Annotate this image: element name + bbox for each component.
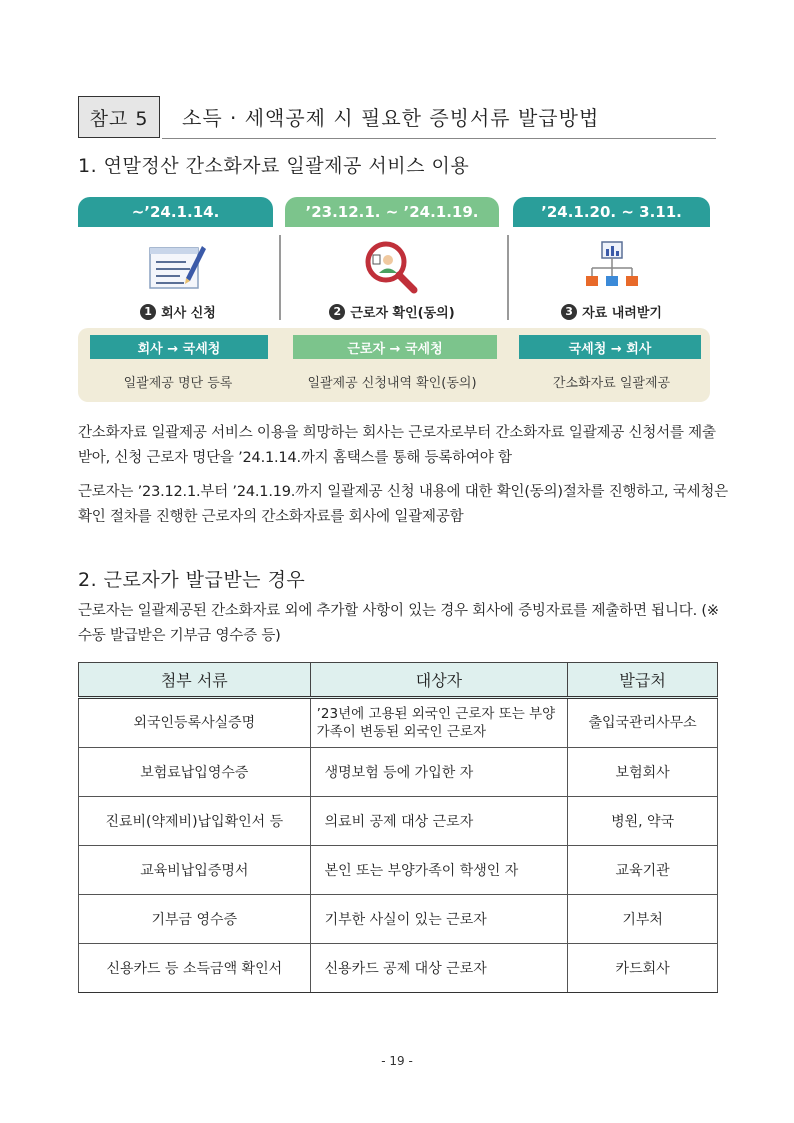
phase-1-period: ~’24.1.14.: [78, 197, 273, 227]
magnifier-person-icon: [362, 240, 422, 296]
cell-document: 신용카드 등 소득금액 확인서: [79, 944, 311, 993]
reference-label: 참고 5: [78, 96, 160, 138]
header-divider: [162, 138, 716, 139]
cell-document: 진료비(약제비)납입확인서 등: [79, 797, 311, 846]
section2-title: 2. 근로자가 발급받는 경우: [78, 569, 306, 591]
page-title: 소득 · 세액공제 시 필요한 증빙서류 발급방법: [182, 106, 600, 130]
flow-2: 근로자 → 국세청: [293, 335, 497, 359]
cell-target: 본인 또는 부양가족이 학생인 자: [310, 846, 568, 895]
document-pen-icon: [146, 240, 206, 296]
cell-target: 생명보험 등에 가입한 자: [310, 748, 568, 797]
flow-1-desc: 일괄제공 명단 등록: [123, 376, 233, 391]
cell-issuer: 교육기관: [568, 846, 718, 895]
table-row: [79, 944, 718, 993]
section2-paragraph: 근로자는 일괄제공된 간소화자료 외에 추가할 사항이 있는 경우 회사에 증빙자료를 제출하면 됩니다. (※수동 발급받은 기부금 영수증 등): [78, 603, 719, 644]
header-issuer: 발급처: [568, 663, 718, 698]
step-3-number: 3: [561, 304, 577, 320]
flow-3-desc: 간소화자료 일괄제공: [552, 376, 671, 391]
cell-document: 보험료납입영수증: [79, 748, 311, 797]
table-row: [79, 846, 718, 895]
table-row: [79, 797, 718, 846]
flow-2-desc: 일괄제공 신청내역 확인(동의): [307, 376, 477, 391]
flow-3: 국세청 → 회사: [519, 335, 701, 359]
section1-paragraph-1: 간소화자료 일괄제공 서비스 이용을 희망하는 회사는 근로자로부터 간소화자료 일괄제공 신청서를 제출받아, 신청 근로자 명단을 ’24.1.14.까지 홈택스를 통해 등록하여야 함: [78, 425, 716, 466]
phase-2-period: ’23.12.1. ~ ’24.1.19.: [285, 197, 499, 227]
cell-target: 신용카드 공제 대상 근로자: [310, 944, 568, 993]
download-tree-icon: [582, 240, 642, 296]
step-2-label: [285, 302, 499, 321]
cell-issuer: 카드회사: [568, 944, 718, 993]
table-header-row: [79, 663, 718, 698]
header-document: 첨부 서류: [79, 663, 311, 698]
section1-title: 1. 연말정산 간소화자료 일괄제공 서비스 이용: [78, 155, 470, 177]
section1-paragraph-2: 근로자는 ’23.12.1.부터 ’24.1.19.까지 일괄제공 신청 내용에 대한 확인(동의)절차를 진행하고, 국세청은 확인 절차를 진행한 근로자의 간소화자료를 회사에 일괄제공함: [78, 484, 728, 525]
table-row: [79, 748, 718, 797]
cell-document: 교육비납입증명서: [79, 846, 311, 895]
cell-issuer: 출입국관리사무소: [568, 698, 718, 748]
step-3-text: 자료 내려받기: [582, 306, 662, 321]
step-1-label: [78, 302, 278, 321]
phase-3-period: ’24.1.20. ~ 3.11.: [513, 197, 710, 227]
table-row: [79, 895, 718, 944]
step-2-text: 근로자 확인(동의): [350, 306, 455, 321]
page-number: - 19 -: [381, 1054, 413, 1068]
cell-target: 기부한 사실이 있는 근로자: [310, 895, 568, 944]
cell-target: ’23년에 고용된 외국인 근로자 또는 부양가족이 변동된 외국인 근로자: [310, 698, 568, 748]
cell-document: 기부금 영수증: [79, 895, 311, 944]
step-1-text: 회사 신청: [161, 306, 216, 321]
documents-table: [78, 662, 718, 993]
step-3-label: [513, 302, 710, 321]
table-row: [79, 698, 718, 748]
phase-divider: [507, 235, 509, 320]
step-1-number: 1: [140, 304, 156, 320]
flow-1: 회사 → 국세청: [90, 335, 268, 359]
cell-document: 외국인등록사실증명: [79, 698, 311, 748]
header-target: 대상자: [310, 663, 568, 698]
cell-target: 의료비 공제 대상 근로자: [310, 797, 568, 846]
cell-issuer: 보험회사: [568, 748, 718, 797]
phase-divider: [279, 235, 281, 320]
cell-issuer: 병원, 약국: [568, 797, 718, 846]
step-2-number: 2: [329, 304, 345, 320]
cell-issuer: 기부처: [568, 895, 718, 944]
